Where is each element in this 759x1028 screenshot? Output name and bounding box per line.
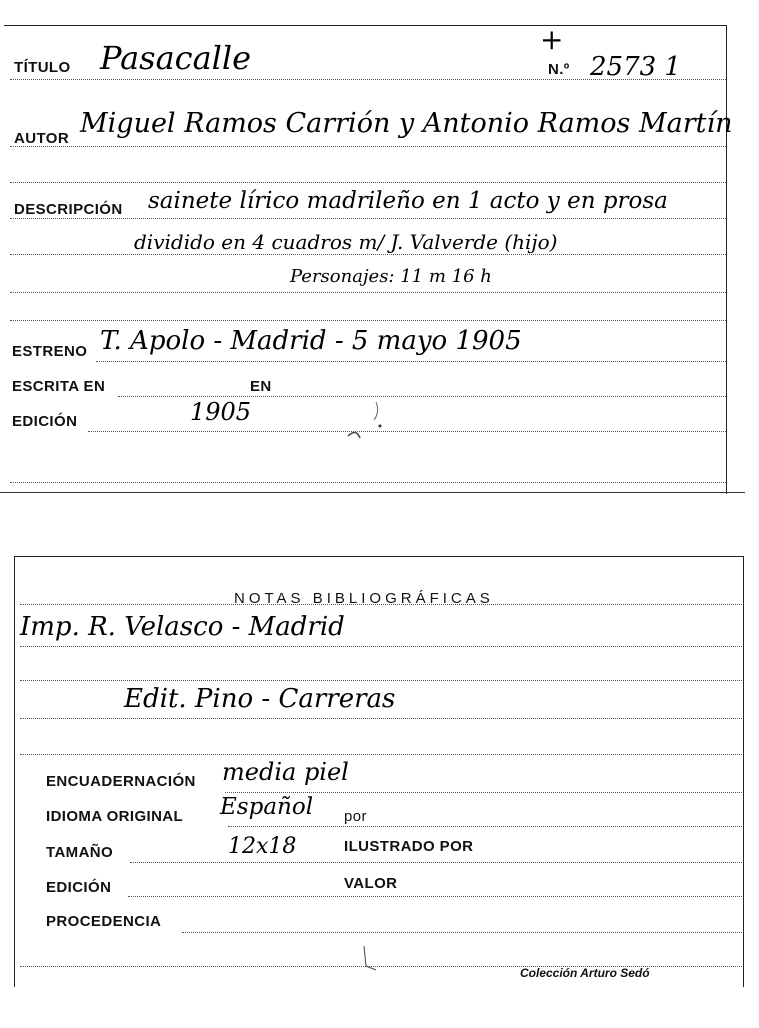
titulo-value: Pasacalle bbox=[100, 39, 252, 77]
edicion-rule bbox=[88, 431, 726, 432]
estreno-label: ESTRENO bbox=[12, 343, 88, 360]
idioma-rule bbox=[228, 826, 742, 827]
por-label: por bbox=[344, 808, 367, 825]
escrita-en-rule bbox=[118, 396, 726, 397]
cross-mark: + bbox=[540, 23, 564, 56]
encuadernacion-label: ENCUADERNACIÓN bbox=[46, 773, 196, 790]
descripcion-rule-2 bbox=[10, 254, 726, 255]
blank-rule bbox=[10, 182, 726, 183]
notas-rule-2 bbox=[20, 646, 742, 647]
ink-smudge bbox=[336, 392, 396, 446]
bottom-rule bbox=[10, 482, 726, 483]
encuadernacion-rule bbox=[225, 792, 742, 793]
escrita-en-label: ESCRITA EN bbox=[12, 378, 106, 395]
notas-rule-3 bbox=[20, 680, 742, 681]
collection-footer: Colección Arturo Sedó bbox=[520, 966, 650, 980]
descripcion-line-1: sainete lírico madrileño en 1 acto y en prosa bbox=[148, 188, 668, 214]
nota-line-1: Imp. R. Velasco - Madrid bbox=[20, 612, 345, 642]
estreno-rule bbox=[96, 361, 726, 362]
idioma-label: IDIOMA ORIGINAL bbox=[46, 808, 184, 825]
numero-label: N.º bbox=[548, 61, 570, 78]
edicion-label-bottom: EDICIÓN bbox=[46, 879, 112, 896]
descripcion-rule bbox=[10, 218, 726, 219]
procedencia-label: PROCEDENCIA bbox=[46, 913, 162, 930]
valor-label: VALOR bbox=[344, 875, 398, 892]
notas-rule-5 bbox=[20, 754, 742, 755]
tamano-rule bbox=[130, 862, 742, 863]
descripcion-line-3: Personajes: 11 m 16 h bbox=[290, 266, 492, 287]
autor-label: AUTOR bbox=[14, 130, 70, 147]
titulo-label: TÍTULO bbox=[14, 59, 71, 76]
tamano-value: 12x18 bbox=[228, 834, 297, 859]
tamano-label: TAMAÑO bbox=[46, 844, 114, 861]
card-cut-line bbox=[0, 492, 745, 493]
descripcion-line-2: dividido en 4 cuadros m/ J. Valverde (hijo) bbox=[134, 230, 558, 254]
numero-value: 2573 1 bbox=[590, 52, 681, 82]
notas-heading: NOTAS BIBLIOGRÁFICAS bbox=[234, 590, 494, 607]
blank-rule-2 bbox=[10, 320, 726, 321]
en-label: EN bbox=[250, 378, 272, 395]
encuadernacion-value: media piel bbox=[222, 758, 349, 786]
procedencia-rule bbox=[182, 932, 742, 933]
nota-line-2: Edit. Pino - Carreras bbox=[124, 684, 396, 714]
notas-rule-1 bbox=[20, 604, 742, 605]
descripcion-label: DESCRIPCIÓN bbox=[14, 201, 123, 218]
edicion-value: 1905 bbox=[190, 398, 252, 426]
estreno-value: T. Apolo - Madrid - 5 mayo 1905 bbox=[100, 326, 522, 356]
edicion-label: EDICIÓN bbox=[12, 413, 78, 430]
corner-tick-mark bbox=[360, 944, 380, 974]
ilustrado-label: ILUSTRADO POR bbox=[344, 838, 474, 855]
edicion-rule-bottom bbox=[128, 896, 742, 897]
autor-rule bbox=[10, 146, 726, 147]
notas-rule-4 bbox=[20, 718, 742, 719]
autor-value: Miguel Ramos Carrión y Antonio Ramos Martín bbox=[80, 108, 733, 139]
idioma-value: Español bbox=[220, 794, 314, 820]
descripcion-rule-3 bbox=[10, 292, 726, 293]
